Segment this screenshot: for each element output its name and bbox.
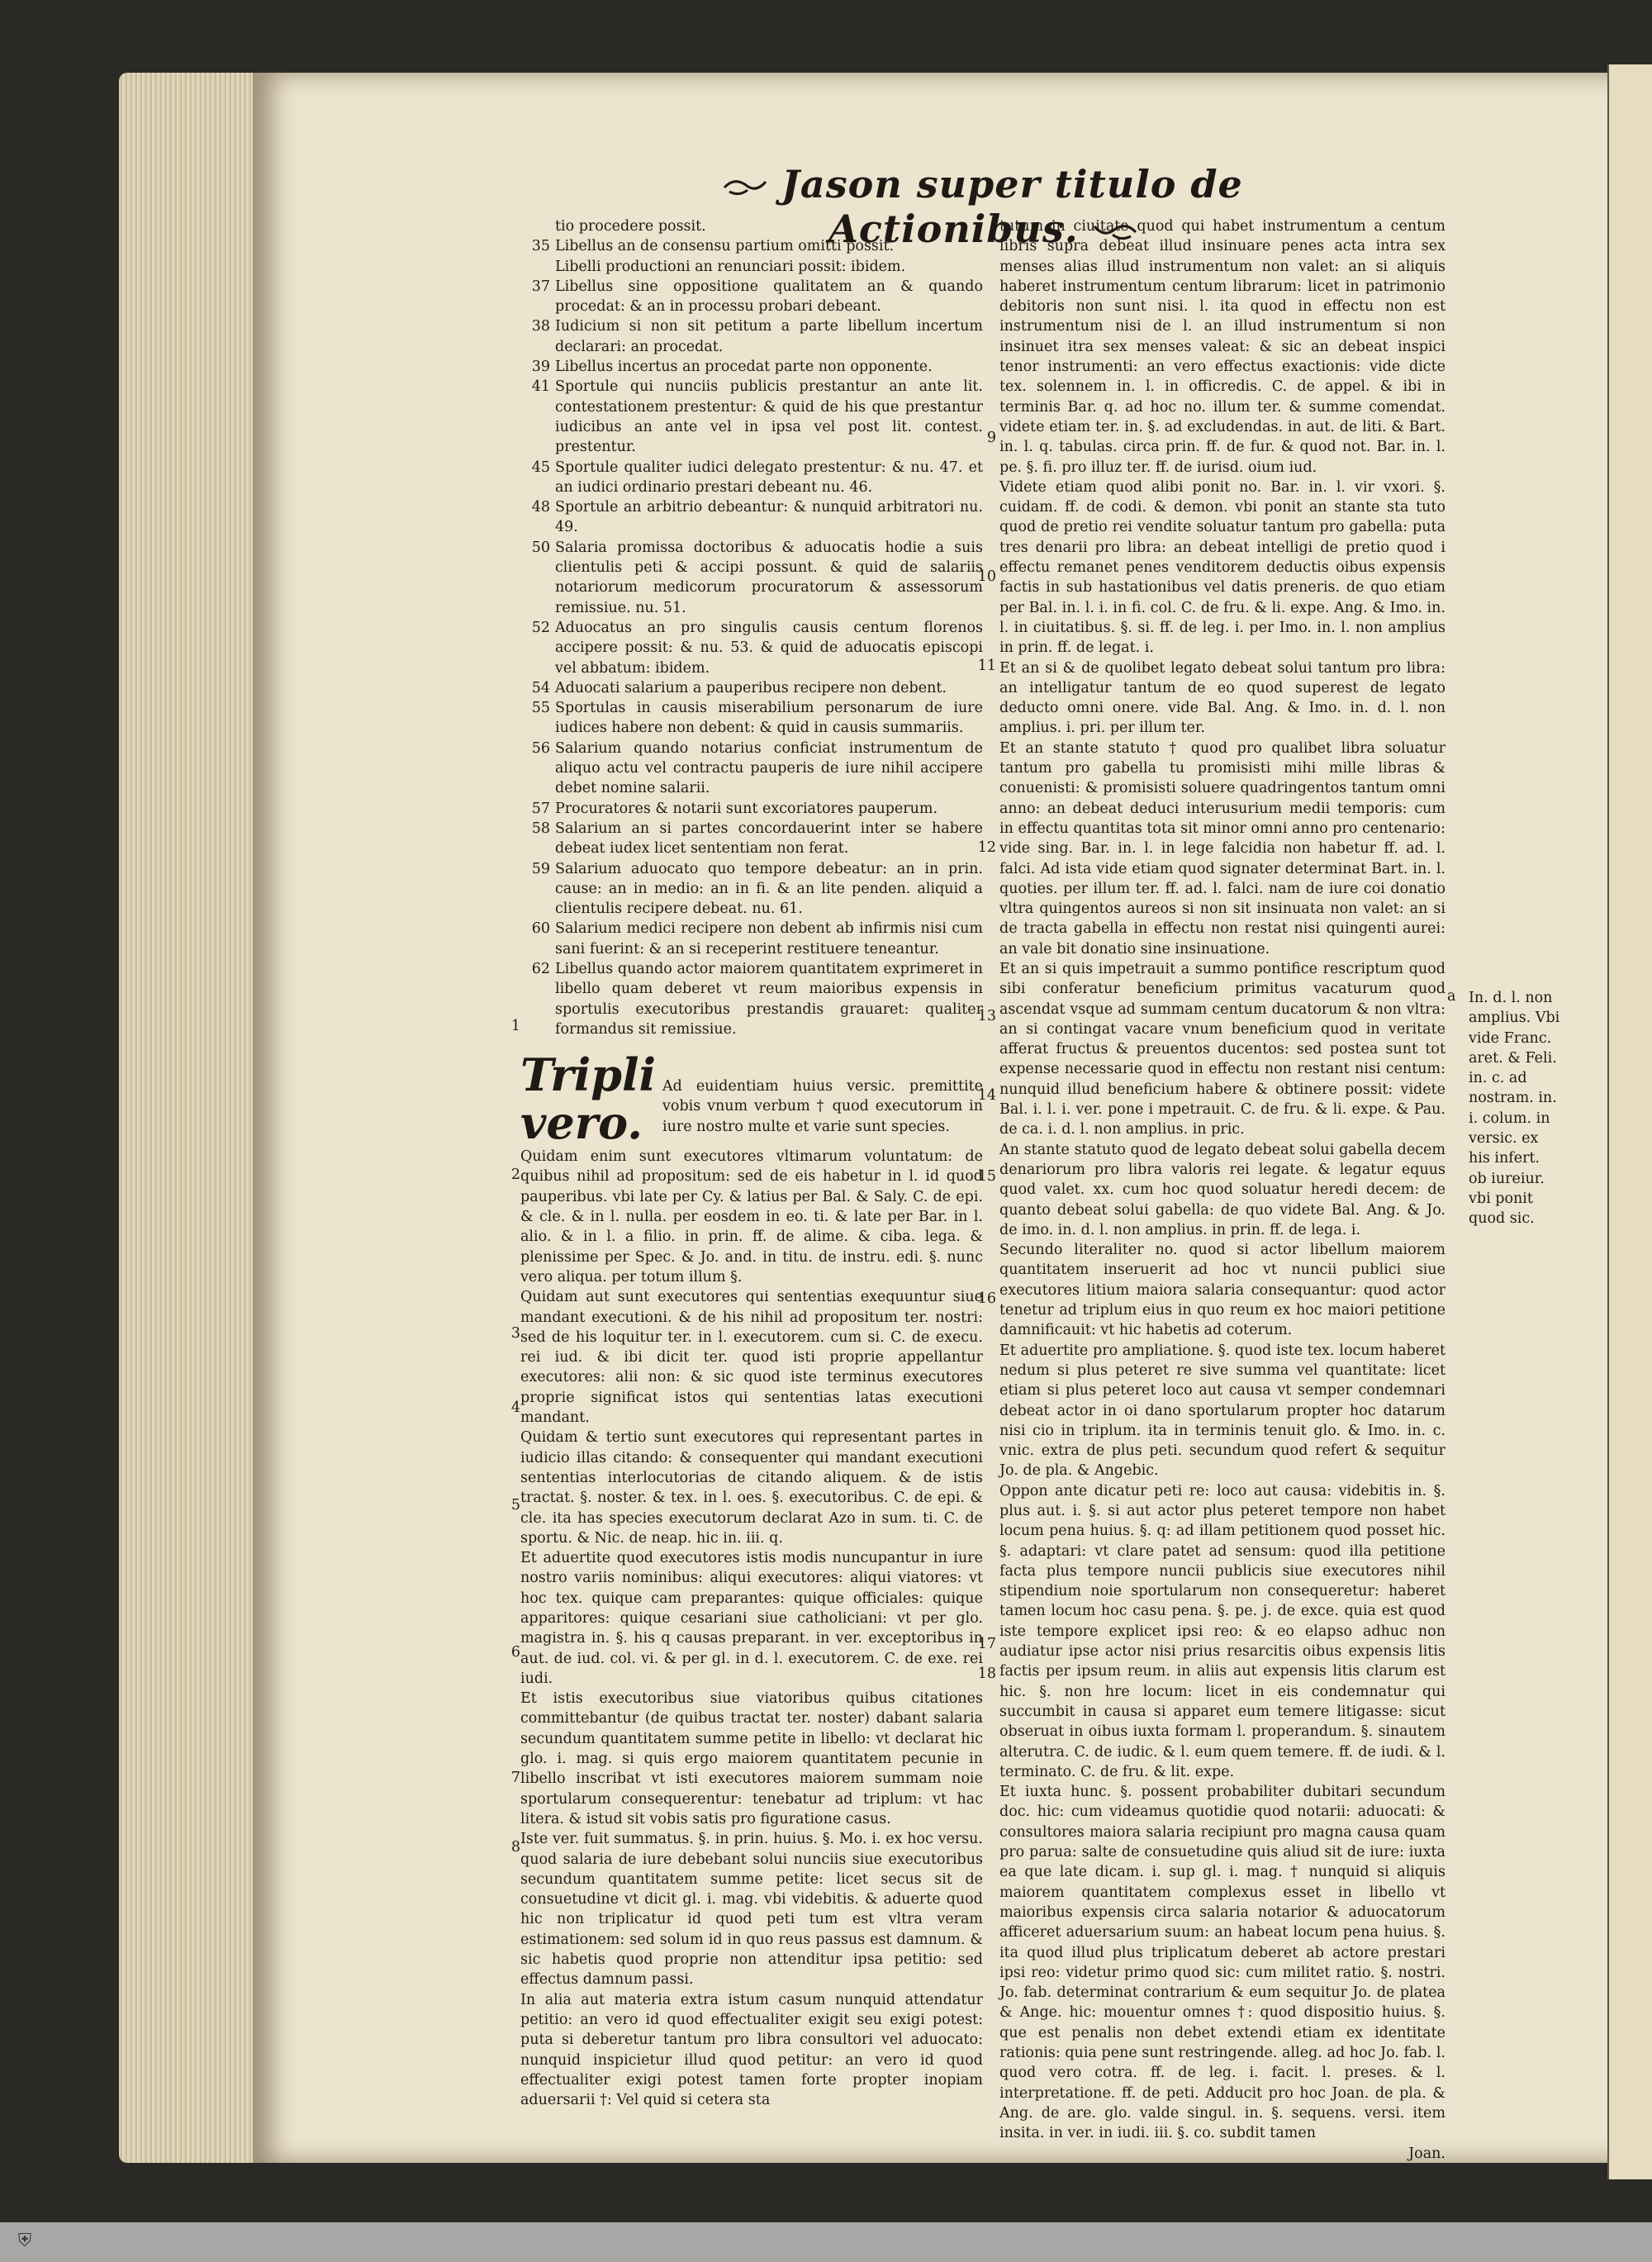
scan-bottom-strip <box>0 2222 1652 2262</box>
running-title-text: Jason super titulo de Actionibus. <box>781 162 1243 251</box>
line-number: 14 <box>977 1087 996 1104</box>
summary-item-text: Salarium an si partes concordauerint inter se habere debeat iudex licet sententiam non ferat. <box>555 820 983 858</box>
summary-item-number: 37 <box>531 278 550 295</box>
summary-item-text: Procuratores & notarii sunt excoriatores pauperum. <box>555 800 938 817</box>
summary-item-text: Salarium medici recipere non debent ab infirmis nisi cum sani fuerint: & an si receperint restituere teneantur. <box>555 920 983 958</box>
summary-item-text: Salaria promissa doctoribus & aduocatis hodie a suis clientulis peti & accipi possunt. & quid de salariis notariorum medicorum procuratorum & assessorum remissiue. nu. 51. <box>555 539 983 616</box>
summary-item <box>520 919 983 959</box>
summary-item-text: Salarium aduocato quo tempore debeatur: an in prin. cause: an in medio: an in fi. & an lite penden. aliquid a clientulis recipere debeat. nu. 61. <box>555 860 983 918</box>
summary-item-number: 55 <box>531 700 550 717</box>
dropcap-word: Tripli vero. <box>520 1048 657 1150</box>
summary-item-text: tio procedere possit. <box>555 218 706 235</box>
line-number: 16 <box>977 1290 996 1307</box>
summary-item <box>520 458 983 498</box>
summary-item-number: 62 <box>531 960 550 977</box>
summary-item <box>520 257 983 277</box>
summary-item <box>520 538 983 618</box>
left-column <box>520 216 983 2110</box>
body-paragraph: Et an si quis impetrauit a summo pontifice rescriptum quod sibi conferatur beneficium primitus vacaturum quod ascendat vsque ad summam centum ducatorum & non vltra: an si contingat vacare vnum beneficium quod in veritate afferat fructus & preuentos ducentos: sed postea sunt tot expense necessarie quod in effectu non restant nisi centum: nunquid illud beneficium habere & obtinere possit: videte Bal. i. l. i. ver. pone i mpetrauit. C. de fru. & li. expe. & Pau. de ca. i. d. l. non amplius. in pric. <box>999 960 1446 1138</box>
body-paragraph: Et an stante statuto † quod pro qualibet libra soluatur tantum pro gabella tu promisisti mihi mille libras & conuenisti: & promisisti soluere quadringentos tantum omni anno: an debeat deduci interusurium medii temporis: cum in effectu quantitas tota sit minor omni anno pro centenario: vide sing. Bar. in. l. in lege falcidia non habetur ff. ad. l. falci. Ad ista vide etiam quod signater determinat Bart. in. l. quoties. per illum ter. ff. ad. l. falci. nam de iure coi donatio vltra quingentos aureos si non sit insinuata non valet: an si de tracta gabella in effectu non restat nisi quingenti aurei: an vale bit donatio sine insinuatione. <box>999 739 1446 958</box>
summary-item-number: 60 <box>531 920 550 938</box>
line-number: 18 <box>977 1666 996 1682</box>
right-body-text <box>999 216 1446 2144</box>
line-number: 17 <box>977 1636 996 1652</box>
line-number: 5 <box>510 1497 520 1514</box>
margin-note: In. d. l. non amplius. Vbi vide Franc. aret. & Feli. in. c. ad nostram. in. i. colum. in versic. ex his infert. ob iureiur. vbi ponit quod sic. <box>1469 990 1560 1228</box>
body-paragraph: Et iuxta hunc. §. possent probabiliter dubitari secundum doc. hic: cum videamus quotidie quod notarii: aduocati: & consultores maiora salaria recipiunt pro magna causa quam pro parua: salte de consuetudine quis aliud sit de iure: iuxta ea que late dicam. i. sup gl. i. mag. † nunquid si aliquis maiorem quantitatem complexus esset in libello vt maioribus expensis circa salaria notarior & aduocatorum afficeret aduersarium suum: an habeat locum pena huius. §. ita quod illud plus triplicatum deberet ab actore prestari ipsi reo: videtur primo quod sic: cum militet ratio. §. nostri. Jo. fab. determinat contrarium & eum sequitur Jo. de platea & Ange. hic: mouentur omnes †: quod dispositio huius. §. que est penalis non debet extendi etiam ex identitate rationis: quia pene sunt restringende. alleg. ad hoc Jo. fab. l. quod vero cotra. ff. de leg. i. facit. l. preses. & l. interpretatione. ff. de peti. Adducit pro hoc Joan. de pla. & Ang. de are. glo. valde singul. in. §. sequens. versi. item insita. in ver. in iudi. iii. §. co. subdit tamen <box>999 1784 1446 2142</box>
summary-item-number: 38 <box>531 318 550 335</box>
body-paragraph: Quidam & tertio sunt executores qui representant partes in iudicio illas citando: & consequenter qui mandant executioni sententias interlocutorias de citando aliquem. & de istis tractat. §. noster. & tex. in l. oes. §. executoribus. C. de epi. & cle. ita has species executorum declarat Azo in sum. ti. C. de sportu. & Nic. de neap. hic in. iii. q. <box>520 1429 983 1547</box>
summary-item <box>520 799 983 819</box>
summary-item-number: 45 <box>531 459 550 476</box>
summary-item-text: Sportulas in causis miserabilium personarum de iure iudices habere non debent: & quid in causis summariis. <box>555 700 983 737</box>
book-page-edges <box>119 73 256 2163</box>
summary-item-number <box>520 257 555 277</box>
summary-item-number: 35 <box>531 238 550 255</box>
summary-item-text: Salarium quando notarius conficiat instrumentum de aliquo actu vel contractu pauperis de iure nihil accipere debet nomine salarii. <box>555 739 983 797</box>
body-paragraph: Et an si & de quolibet legato debeat solui tantum pro libra: an intelligatur tantum de eo quod superest de legato deducto omni onere. vide Bal. Ang. & Imo. in. d. l. non amplius. i. pri. per illum ter. <box>999 659 1446 737</box>
line-number: 10 <box>977 568 996 585</box>
summary-item-text: Iudicium si non sit petitum a parte libellum incertum declarari: an procedat. <box>555 318 983 355</box>
summary-item-number: 39 <box>531 359 550 376</box>
body-paragraph: Et aduertite quod executores istis modis nuncupantur in iure nostro variis nominibus: aliqui executores: aliqui viatores: vt hoc tex. quique cam preparantes: quique officiales: quique apparitores: quique cesariani siue catholiciani: vt per glo. magistra in. §. his q causas preparant. in ver. exceptoribus in aut. de iud. col. vi. & per gl. in d. l. executorem. C. de exe. rei iudi. <box>520 1550 983 1687</box>
body-paragraph: Oppon ante dicatur peti re: loco aut causa: videbitis in. §. plus aut. i. §. si aut actor plus peteret tempore non habet locum pena huius. §. q: ad illam petitionem quod posset hic. §. adaptari: vt clare patet ad sensum: quod illa petitione facta plus tempore nuncii publicis siue executores nihil stipendium noie sportularum non consequeretur: haberet tamen locum hoc casu pena. §. pe. j. de exce. quia est quod iste tempore explicet ipsi reo: & eo elapso adhuc non audiatur ipse actor nisi prius resarcitis oibus expensis litis factis per ipsum reum. in aliis aut expensis litis clarum est hic. §. non hre locum: licet in eis condemnatur qui succumbit in causa si apparet eum temere litigasse: sicut obseruat in oibus iuxta formam l. properandum. §. sinautem alterutra. C. de iudic. & l. eum quem temere. ff. de iudi. & l. terminato. C. de fru. & lit. expe. <box>999 1482 1446 1780</box>
summary-item-text: Sportule qualiter iudici delegato prestentur: & nu. 47. et an iudici ordinario prestari debeant nu. 46. <box>555 459 983 496</box>
library-logo-icon: ⛨ <box>17 2231 32 2251</box>
summary-item <box>520 739 983 799</box>
summary-item-number: 54 <box>531 679 550 696</box>
body-paragraph: Quidam aut sunt executores qui sententias exequuntur siue mandant executioni. & de his nihil ad propositum ter. nostri: sed de his loquitur ter. in l. executorem. cum si. C. de execu. rei iud. & ibi dicit ter. quod isti proprie appellantur executores: alii non: & sic quod iste terminus executores proprie significat istos qui sententias latas executioni mandant. <box>520 1289 983 1427</box>
line-number: 13 <box>977 1008 996 1024</box>
summary-item-number: 48 <box>531 499 550 516</box>
summary-item-text: Aduocati salarium a pauperibus recipere non debent. <box>555 679 947 696</box>
body-paragraph: Iste ver. fuit summatus. §. in prin. huius. §. Mo. i. ex hoc versu. quod salaria de iure debebant solui nunciis siue executoribus secundum quantitatem summe petite: licet secus sit de consuetudine vt dicit gl. i. mag. vbi videbitis. & aduerte quod hic non triplicatur id quod peti tum est vltra veram estimationem: sed solum id in quo reus passus est damnum. & sic habetis quod proprie non attenditur ipsa petitio: sed effectus damnum passi. <box>520 1831 983 1989</box>
body-paragraph: Secundo literaliter no. quod si actor libellum maiorem quantitatem inseruerit ad hoc vt nuncii publici siue executores litium maiora salaria consequantur: quod actor tenetur ad triplum eius in quo reum ex hoc maiori petitione damnificauit: vt hic habetis ad coterum. <box>999 1242 1446 1339</box>
summary-item-text: Sportule qui nunciis publicis prestantur an ante lit. contestationem prestentur: & quid de his que prestantur iudicibus an ante vel in ipsa vel post lit. contest. prestentur. <box>555 378 983 456</box>
catchword: Joan. <box>1408 2145 1446 2162</box>
summary-item-text: Sportule an arbitrio debeantur: & nunquid arbitratori nu. 49. <box>555 499 983 536</box>
facing-page-edge <box>1607 64 1652 2179</box>
summary-item <box>520 277 983 317</box>
summary-item <box>520 819 983 859</box>
summary-item <box>520 357 983 377</box>
body-paragraph: An stante statuto quod de legato debeat solui gabella decem denariorum pro libra valoris rei legate. & legatur equus quod valet. xx. cum hoc quod soluatur heredi decem: de quanto debeat solui gabella: de quo videte Bal. Ang. & Jo. de imo. in. d. l. non amplius. in prin. ff. de lega. i. <box>999 1141 1446 1238</box>
summary-item-number: 58 <box>531 820 550 837</box>
body-paragraph: Et istis executoribus siue viatoribus quibus citationes committebantur (de quibus tractat ter. noster) dabant salaria secundum quantitatem summe petite in libello: vt declarat hic glo. i. mag. si quis ergo maiorem quantitatem pecunie in libello inscribat vt isti executores maiorem summam noie sportularum consequerentur: tenebatur ad triplum: vt hac litera. & istud sit vobis satis pro figuratione casus. <box>520 1690 983 1827</box>
summary-item <box>520 236 983 256</box>
line-number: 11 <box>977 658 996 674</box>
summary-item-text: Aduocatus an pro singulis causis centum florenos accipere possit: & nu. 53. & quid de aduocatis episcopi vel abbatum: ibidem. <box>555 619 983 677</box>
summary-item-number: 59 <box>531 860 550 877</box>
body-paragraph: Videte etiam quod alibi ponit no. Bar. in. l. vir vxori. §. cuidam. ff. de codi. & demon. vbi ponit an stante sta tuto quod de pretio rei vendite soluatur tantum pro gabella: puta tres denarii pro libra: an debeat intelligi de pretio quod i effectu remanet penes venditorem deductis oibus expensis factis in sub hastationibus vel datis preneris. de quo etiam per Bal. in. l. i. in fi. col. C. de fru. & li. expe. Ang. & Imo. in. l. in ciuitatibus. §. si. ff. de leg. i. per Imo. in. l. non amplius in prin. ff. de legat. i. <box>999 478 1446 657</box>
summary-item-number: 56 <box>531 739 550 757</box>
line-number: 12 <box>977 839 996 856</box>
summary-item <box>520 497 983 538</box>
line-number: 3 <box>510 1325 520 1342</box>
margin-note-letter: a <box>1447 988 1456 1005</box>
line-number: 8 <box>510 1839 520 1856</box>
summary-item <box>520 698 983 739</box>
summary-item-number: 41 <box>531 378 550 396</box>
summary-item-number: 50 <box>531 539 550 556</box>
dropcap-rest: Ad euidentiam huius versic. premittite vobis vnum verbum † quod executorum in iure nostro multe et varie sunt species. <box>662 1078 983 1135</box>
line-number: 15 <box>977 1168 996 1185</box>
dropcap-paragraph <box>520 1048 983 1150</box>
left-ornament-icon <box>723 177 767 198</box>
body-paragraph: tutum in ciuitate quod qui habet instrumentum a centum libris supra debeat illud insinuare penes acta intra sex menses alias illud instrumentum non valet: an si aliquis haberet instrumentum centum librarum: licet in patrimonio debitoris non sunt nisi. l. ita quod in effectu non est instrumentum nisi de l. an illud instrumentum si non insinuet itra sex menses valeat: & sic an debeat inspici tenor instrumenti: an vero effectus exactionis: vide dicte tex. solennem in. l. in officredis. C. de appel. & ibi in terminis Bar. q. ad hoc no. illum ter. & summe comendat. videte etiam ter. in. §. ad excludendas. in aut. de liti. & Bart. in. l. q. tabulas. circa prin. ff. de fur. & quod not. Bar. in. l. pe. §. fi. pro illuz ter. ff. de iurisd. oium iud. <box>999 218 1446 476</box>
body-paragraph: In alia aut materia extra istum casum nunquid attendatur petitio: an vero id quod effectualiter exigit seu exigi potest: puta si deberetur tantum pro libra consultori vel aduocato: nunquid inspicietur illud quod petitur: an vero id quod effectualiter exigi potest tamen forte propter inopiam aduersarii †: Vel quid si cetera sta <box>520 1991 983 2109</box>
summary-item <box>520 959 983 1039</box>
line-number: 9 <box>986 430 996 446</box>
line-number: 7 <box>510 1770 520 1786</box>
summary-item-text: Libellus incertus an procedat parte non opponente. <box>555 359 933 376</box>
summary-item <box>520 377 983 457</box>
line-number: 1 <box>510 1018 520 1034</box>
left-body-text <box>520 1147 983 2110</box>
summary-item-number <box>520 216 555 236</box>
line-number: 4 <box>510 1399 520 1416</box>
body-paragraph: Et aduertite pro ampliatione. §. quod iste tex. locum haberet nedum si plus peteret re sive summa vel quantitate: licet etiam si plus peteret loco aut causa vt semper condemnari debeat actor in oi dano sportularum propter hoc datarum nisi cio in triplum. ita in terminis tenuit glo. & Imo. in. c. vnic. extra de plus peti. secundum quod refert & sequitur Jo. de pla. & Angebic. <box>999 1342 1446 1480</box>
summary-item-number: 52 <box>531 619 550 636</box>
right-column <box>999 216 1446 2164</box>
line-number: 2 <box>510 1167 520 1183</box>
summary-item <box>520 859 983 920</box>
line-number: 6 <box>510 1644 520 1661</box>
summary-item-text: Libellus sine oppositione qualitatem an & quando procedat: & an in processu probari debeant. <box>555 278 983 316</box>
summary-item-text: Libelli productioni an renunciari possit: ibidem. <box>555 258 906 275</box>
summary-item-text: Libellus quando actor maiorem quantitatem exprimeret in libello quam deberet vt reum maioribus expensis in sportulis executoribus prestandis grauaret: qualiter formandus sit remissiue. <box>555 960 983 1038</box>
summary-item-number: 57 <box>531 800 550 817</box>
summary-item <box>520 216 983 236</box>
summary-item <box>520 316 983 357</box>
summary-item <box>520 678 983 698</box>
summary-item-text: Libellus an de consensu partium omitti possit. <box>555 238 895 255</box>
summary-list <box>520 216 983 1039</box>
summary-item <box>520 618 983 678</box>
body-paragraph: Quidam enim sunt executores vltimarum voluntatum: de quibus nihil ad propositum: sed de eis habetur in l. id quod pauperibus. vbi late per Cy. & latius per Bal. & Saly. C. de epi. & cle. & in l. nulla. per eosdem in eo. ti. & late per Bar. in l. alio. & in l. a filio. in prin. ff. de alime. & ciba. lega. & plenissime per Spec. & Jo. and. in titu. de instru. edi. §. nunc vero aliqua. per totum illum §. <box>520 1148 983 1285</box>
